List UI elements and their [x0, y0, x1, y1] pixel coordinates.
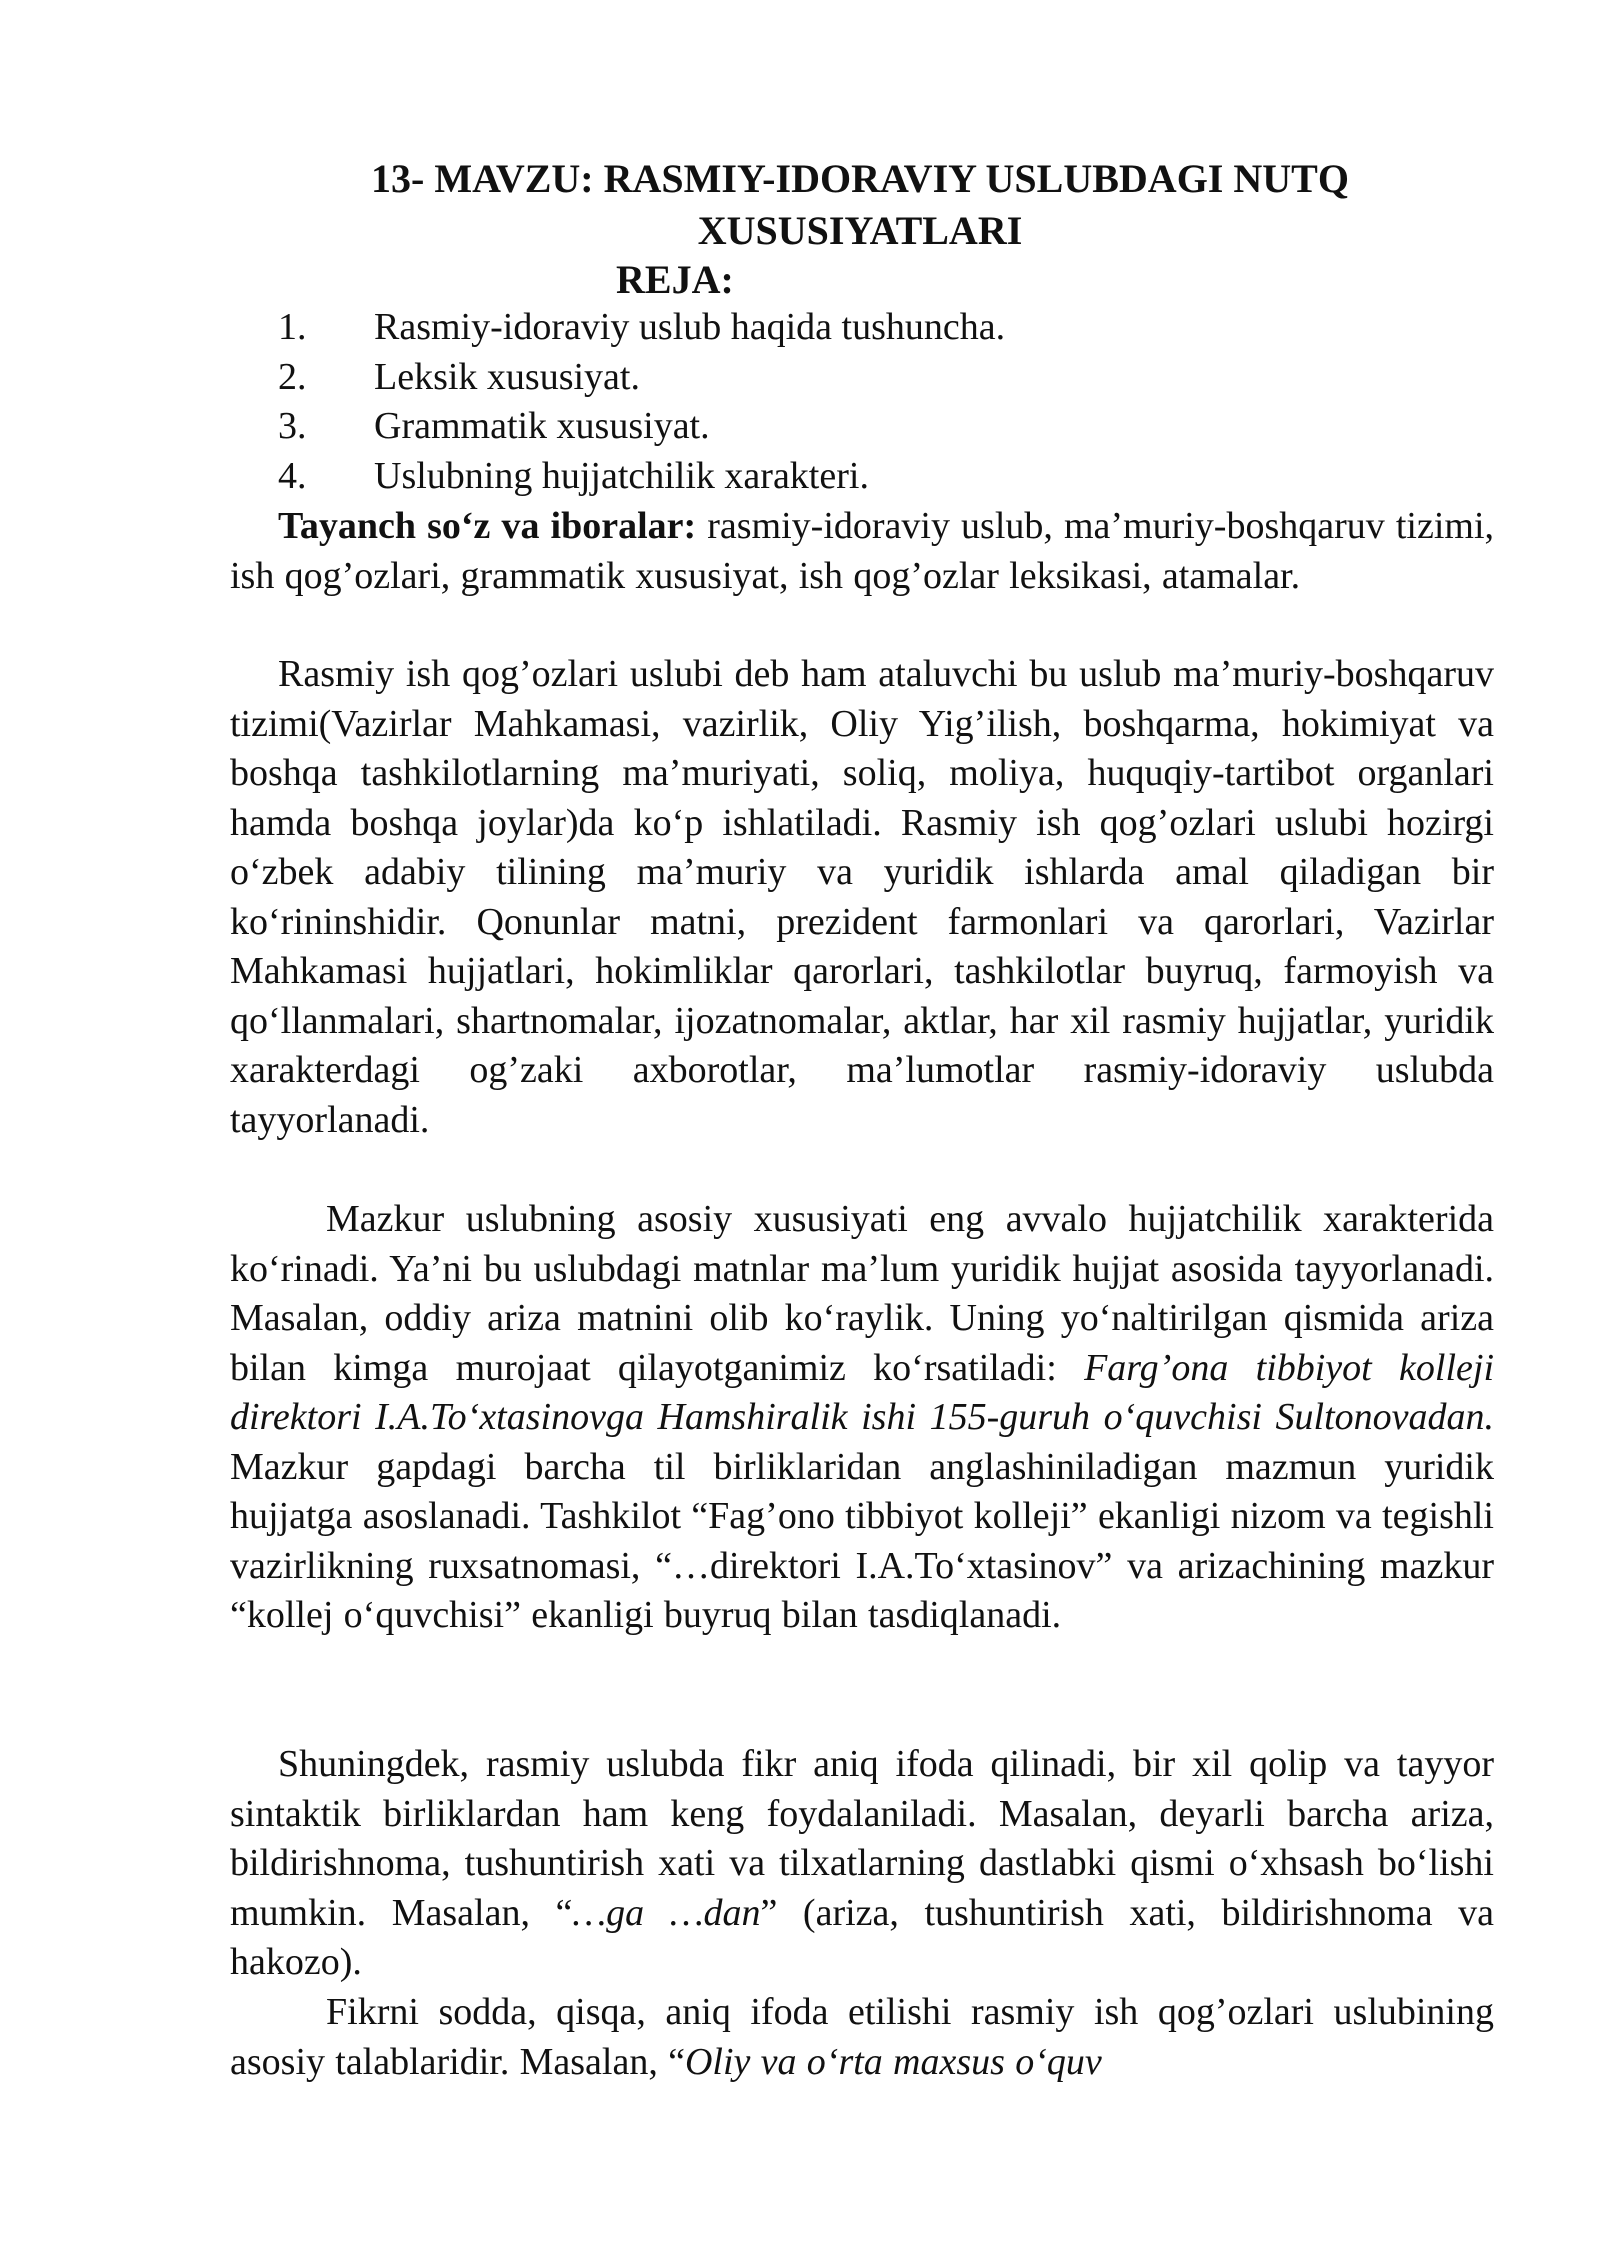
plan-item [278, 303, 1005, 353]
page-title: 13- MAVZU: RASMIY-IDORAVIY USLUBDAGI NUTQ [371, 156, 1349, 201]
plan-item-number: 4. [278, 454, 307, 497]
paragraph-text: Mazkur gapdagi barcha til birliklaridan anglashiniladigan mazmun yuridik hujjatga asoslanadi. Tashkilot “Fag’ono tibbiyot kolleji” ekanligi nizom va tegishli vazirlikning ruxsatnomasi, “…direktori I.A.To‘xtasinov” va arizachining mazkur “kollej o‘quvchisi” ekanligi buyruq bilan tasdiqlanadi. [230, 1445, 1494, 1636]
paragraph-templates [230, 1740, 1494, 1988]
plan-item-number: 1. [278, 306, 307, 348]
plan-item-text: Leksik xususiyat. [374, 355, 640, 398]
paragraph-text: ” (ariza, tushuntirish xati, bildirishnoma va hakozo). [230, 1891, 1494, 1983]
paragraph-text: Shuningdek, rasmiy uslubda fikr aniq ifoda qilinadi, bir xil qolip va tayyor sintaktik birliklardan ham keng foydalaniladi. Masalan, deyarli barcha ariza, bildirishnoma, tushuntirish xati va tilxatlarning dastlabki qismi o‘xhsash bo‘lishi mumkin. Masalan, “ [230, 1743, 1494, 1934]
plan-list [278, 303, 1005, 501]
plan-item-text: Uslubning hujjatchilik xarakteri. [374, 454, 869, 497]
paragraph-text: Mazkur uslubning asosiy xususiyati eng avvalo hujjatchilik xarakterida ko‘rinadi. Ya’ni bu uslubdagi matnlar ma’lum yuridik hujjat asosida tayyorlanadi. Masalan, oddiy ariza matnini olib ko‘raylik. Uning yo‘naltirilgan qismida ariza bilan kimga murojaat qilayotganimiz ko‘rsatiladi: [230, 1198, 1494, 1389]
plan-item-number: 2. [278, 355, 307, 398]
example-italic: Oliy va o‘rta maxsus o‘quv [684, 2040, 1102, 2083]
plan-item-text: Grammatik xususiyat. [374, 405, 710, 447]
paragraph-requirements [230, 1988, 1494, 2087]
paragraph-text: Fikrni sodda, qisqa, aniq ifoda etilishi rasmiy ish qog’ozlari uslubining asosiy talablaridir. Masalan, “ [230, 1991, 1494, 2083]
example-italic: Farg’ona tibbiyot kolleji direktori I.A.To‘xtasinovga Hamshiralik ishi 155-guruh o‘quvchisi Sultonovadan. [230, 1346, 1494, 1438]
keywords-label: Tayanch so‘z va iboralar: [278, 505, 697, 547]
plan-heading: REJA: [616, 257, 734, 302]
plan-item-number: 3. [278, 405, 307, 447]
plan-item [278, 402, 1005, 452]
plan-item [278, 353, 1005, 403]
example-italic: …ga …dan [572, 1891, 761, 1934]
plan-item [278, 452, 1005, 502]
keywords-paragraph [230, 502, 1494, 601]
paragraph-definition: Rasmiy ish qog’ozlari uslubi deb ham ataluvchi bu uslub ma’muriy-boshqaruv tizimi(Vazirlar Mahkamasi, vazirlik, Oliy Yig’ilish, boshqarma, hokimiyat va boshqa tashkilotlarning ma’muriyati, soliq, moliya, huquqiy-tartibot organlari hamda boshqa joylar)da ko‘p ishlatiladi. Rasmiy ish qog’ozlari uslubi hozirgi o‘zbek adabiy tilining ma’muriy va yuridik ishlarda amal qiladigan bir ko‘rininshidir. Qonunlar matni, prezident farmonlari va qarorlari, Vazirlar Mahkamasi hujjatlari, hokimliklar qarorlari, tashkilotlar buyruq, farmoyish va qo‘llanmalari, shartnomalar, ijozatnomalar, aktlar, har xil rasmiy hujjatlar, yuridik xarakterdagi og’zaki axborotlar, ma’lumotlar rasmiy-idoraviy uslubda tayyorlanadi. [230, 653, 1494, 1141]
page-title-continued: XUSUSIYATLARI [697, 208, 1023, 253]
keywords-text: rasmiy-idoraviy uslub, ma’muriy-boshqaruv tizimi, ish qog’ozlari, grammatik xususiyat, ish qog’ozlar leksikasi, atamalar. [230, 505, 1494, 597]
paragraph-documentary-nature [230, 1195, 1494, 1641]
plan-item-text: Rasmiy-idoraviy uslub haqida tushuncha. [374, 306, 1006, 348]
